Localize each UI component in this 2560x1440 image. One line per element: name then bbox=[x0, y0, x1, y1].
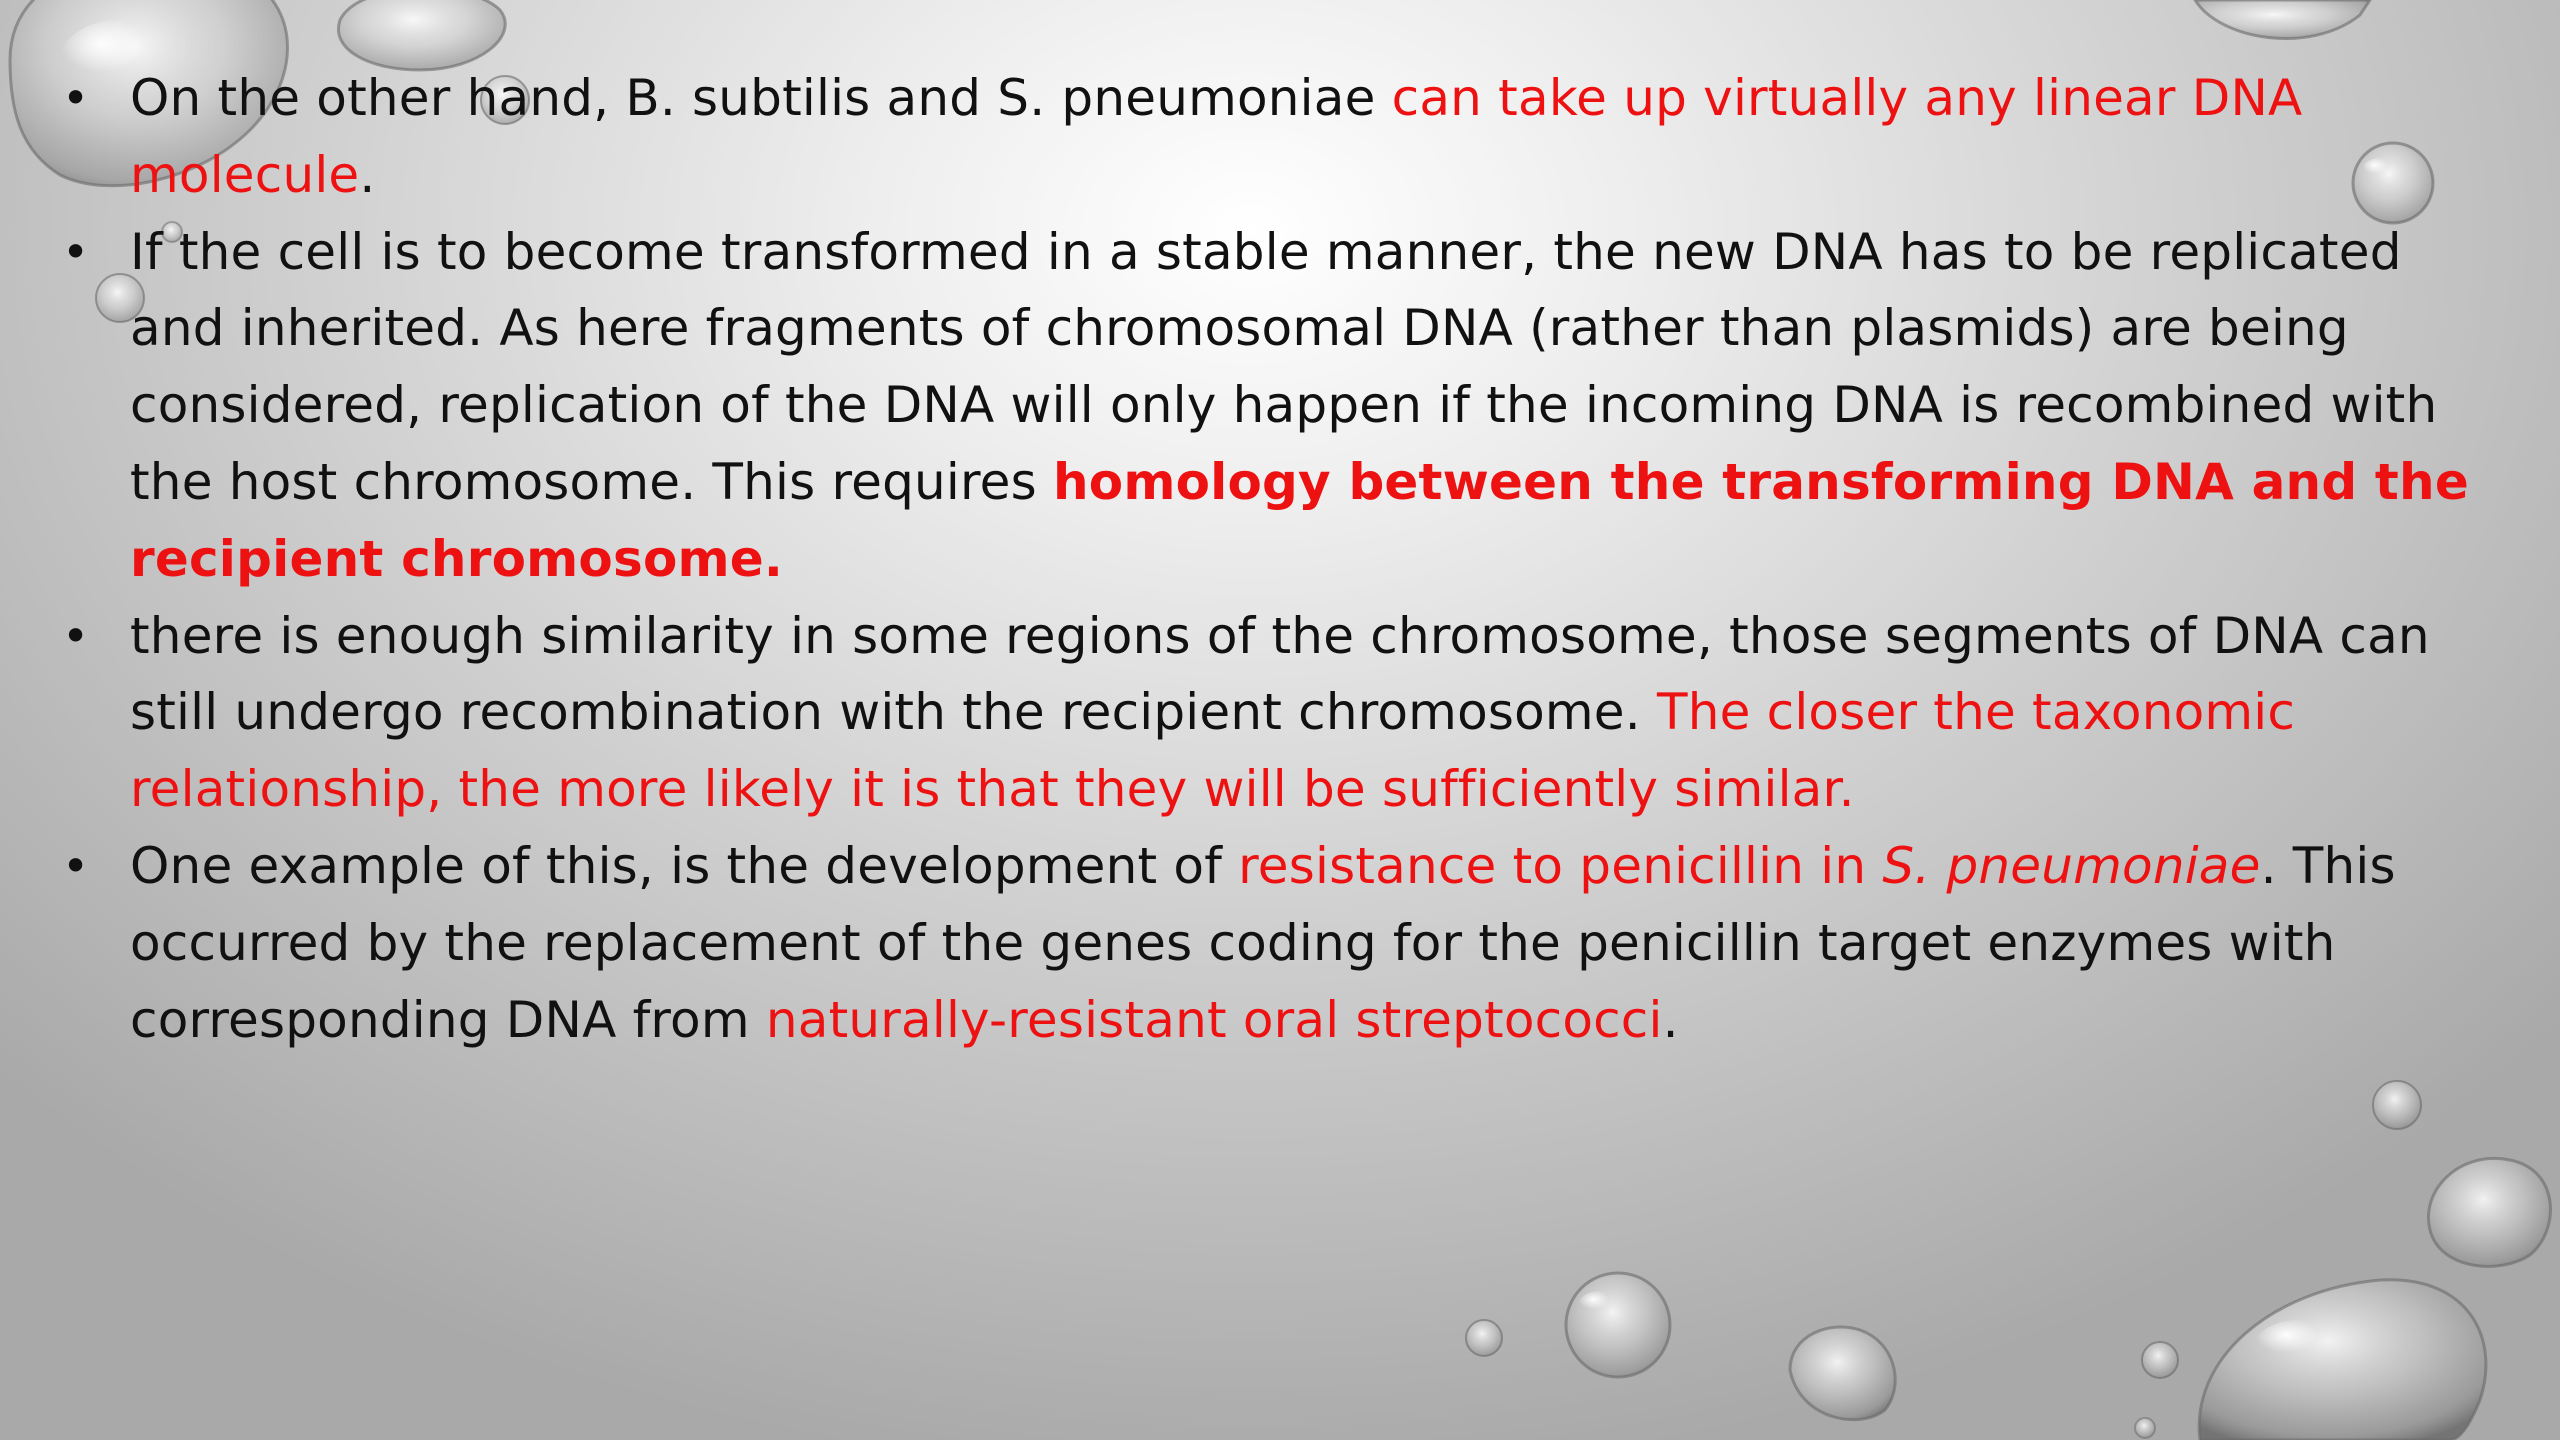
bullet-dot-icon: • bbox=[62, 608, 90, 663]
bullet-dot-icon: • bbox=[62, 71, 90, 125]
bullet-text: . bbox=[359, 145, 376, 204]
highlighted-text: homology between the transforming DNA and the recipient chromosome. bbox=[130, 452, 2469, 588]
highlighted-text: resistance to penicillin in bbox=[1238, 836, 1883, 895]
bullet-text: One example of this, is the development of bbox=[130, 836, 1239, 895]
highlighted-text: naturally-resistant oral streptococci bbox=[765, 990, 1663, 1049]
bullet-item bbox=[62, 214, 2490, 598]
droplet bbox=[2373, 1081, 2421, 1129]
droplet bbox=[1466, 1320, 1502, 1356]
droplet bbox=[2195, 0, 2370, 39]
bullet-text: . This occurred by the replacement of the genes coding for the penicillin target enzymes with corresponding DNA from bbox=[130, 836, 2396, 1049]
droplet bbox=[2142, 1342, 2178, 1378]
bullet-text: If the cell is to become transformed in a stable manner, the new DNA has to be replicated and inherited. As here fragments of chromosomal DNA (rather than plasmids) are being considered, replication of the DNA will only happen if the incoming DNA is recombined with the host chromosome. This requires bbox=[130, 222, 2438, 511]
bullet-text: On the other hand, B. subtilis and S. pneumoniae bbox=[130, 69, 1392, 127]
bullet-list bbox=[62, 60, 2490, 1058]
bullet-item bbox=[62, 60, 2490, 214]
droplet bbox=[2199, 1280, 2486, 1440]
highlighted-text: can take up virtually any linear DNA molecule bbox=[130, 69, 2303, 204]
highlighted-text: S. pneumoniae bbox=[1882, 836, 2261, 895]
highlighted-text: The closer the taxonomic relationship, the more likely it is that they will be sufficiently similar. bbox=[130, 683, 2296, 819]
bullet-dot-icon: • bbox=[62, 838, 90, 893]
droplet bbox=[1790, 1327, 1895, 1420]
bullet-text: . bbox=[1662, 990, 1679, 1049]
bullet-dot-icon: • bbox=[62, 224, 90, 279]
bullet-item bbox=[62, 598, 2490, 828]
droplet bbox=[2428, 1158, 2550, 1266]
droplet bbox=[2135, 1418, 2155, 1438]
bullet-item bbox=[62, 828, 2490, 1058]
bullet-text: there is enough similarity in some regions of the chromosome, those segments of DNA can still undergo recombination with the recipient chromosome. bbox=[130, 606, 2430, 742]
droplet bbox=[1566, 1273, 1670, 1377]
